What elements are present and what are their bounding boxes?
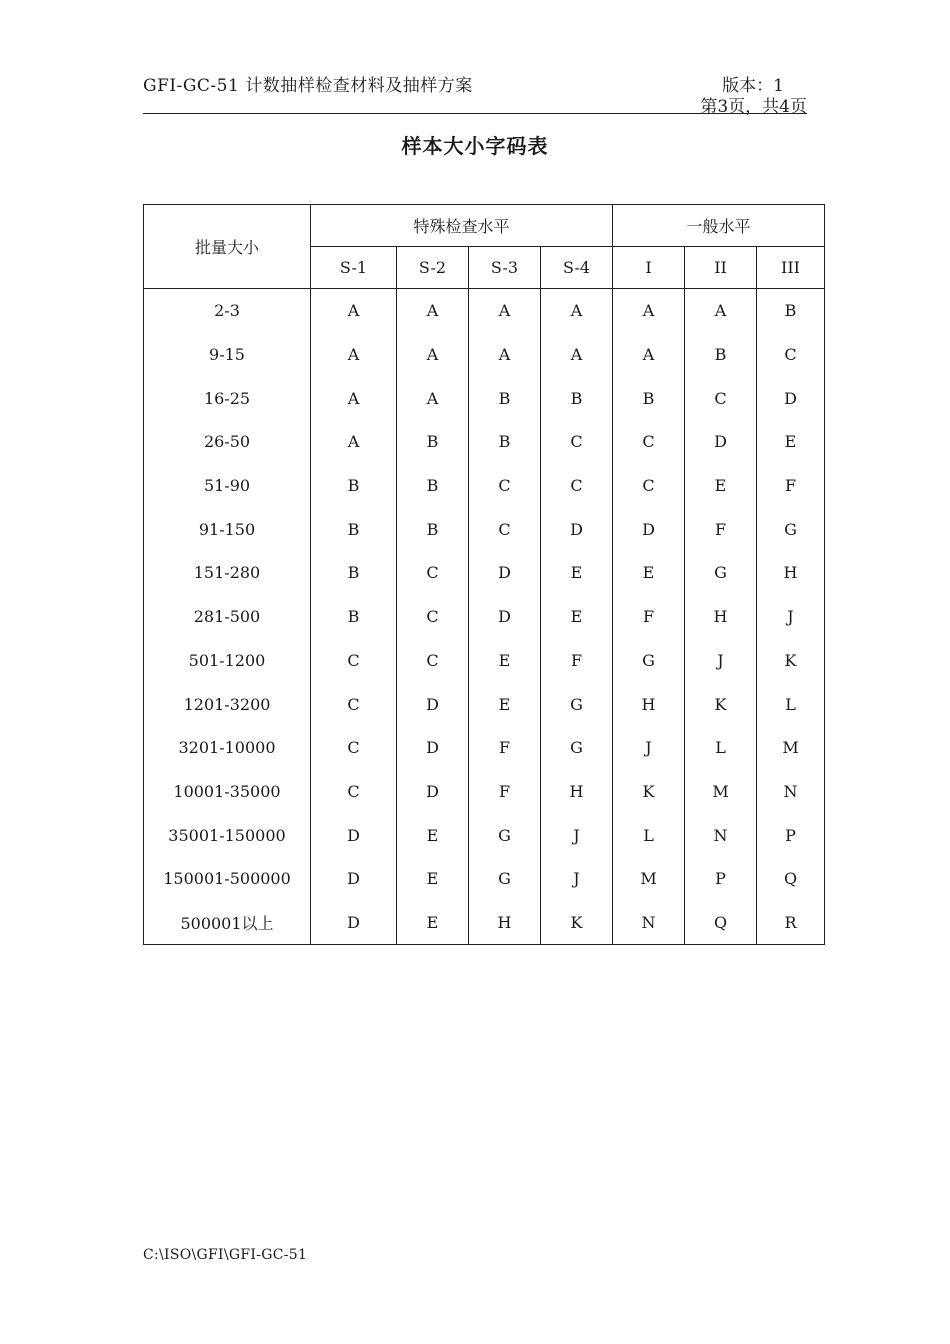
lot-size-cell: 2-3 [144,289,311,333]
code-letter-cell: J [541,857,613,901]
lot-size-cell: 501-1200 [144,639,311,683]
code-letter-cell: B [311,595,397,639]
lot-size-cell: 150001-500000 [144,857,311,901]
code-letter-cell: E [685,464,757,508]
code-letter-cell: P [685,857,757,901]
table-row [144,289,825,333]
table-row [144,639,825,683]
code-letter-cell: P [757,813,825,857]
code-letter-cell: C [613,420,685,464]
table-row [144,333,825,377]
code-letter-cell: G [685,551,757,595]
code-letter-cell: E [469,639,541,683]
code-letter-cell: G [613,639,685,683]
code-letter-cell: E [757,420,825,464]
code-letter-cell: B [469,376,541,420]
table-row [144,420,825,464]
lot-size-cell: 10001-35000 [144,770,311,814]
code-letter-cell: L [757,682,825,726]
code-letter-cell: A [469,333,541,377]
table-row [144,551,825,595]
col-header-general-3: III [757,247,825,289]
code-letter-cell: B [613,376,685,420]
lot-size-cell: 16-25 [144,376,311,420]
code-letter-cell: J [613,726,685,770]
code-letter-cell: H [541,770,613,814]
code-letter-cell: Q [757,857,825,901]
table-row [144,682,825,726]
code-letter-cell: K [541,901,613,945]
code-letter-cell: A [469,289,541,333]
lot-size-cell: 281-500 [144,595,311,639]
code-letter-cell: A [541,333,613,377]
code-letter-cell: E [397,857,469,901]
lot-size-cell: 91-150 [144,507,311,551]
code-letter-cell: N [613,901,685,945]
version-label: 版本：1 [722,76,784,96]
code-letter-cell: N [757,770,825,814]
code-letter-cell: D [397,726,469,770]
code-letter-cell: A [613,333,685,377]
page-info: 第3页，共4页 [700,97,807,117]
code-letter-cell: F [613,595,685,639]
code-letter-cell: D [613,507,685,551]
code-letter-cell: B [685,333,757,377]
code-letter-cell: E [541,595,613,639]
code-letter-cell: B [469,420,541,464]
code-letter-cell: H [757,551,825,595]
code-letter-cell: J [541,813,613,857]
col-header-s2: S-2 [397,247,469,289]
code-letter-cell: E [397,901,469,945]
code-letter-cell: C [757,333,825,377]
code-letter-cell: F [757,464,825,508]
table-row [144,595,825,639]
code-letter-cell: G [757,507,825,551]
code-letter-cell: A [397,376,469,420]
code-letter-cell: G [469,813,541,857]
document-id-title: GFI-GC-51 计数抽样检查材料及抽样方案 [143,76,473,96]
col-header-general-2: II [685,247,757,289]
table-row [144,507,825,551]
general-level-header: 一般水平 [613,205,825,247]
col-header-s4: S-4 [541,247,613,289]
table-row [144,901,825,945]
code-letter-cell: E [397,813,469,857]
code-letter-cell: F [541,639,613,683]
code-letter-cell: A [311,289,397,333]
code-letter-cell: M [613,857,685,901]
code-letter-cell: G [469,857,541,901]
code-letter-cell: H [613,682,685,726]
code-letter-cell: N [685,813,757,857]
code-letter-cell: C [397,551,469,595]
code-letter-cell: C [613,464,685,508]
code-letter-cell: B [541,376,613,420]
code-letter-cell: K [757,639,825,683]
code-letter-cell: C [397,639,469,683]
code-letter-cell: D [469,595,541,639]
page-title: 样本大小字码表 [401,134,549,158]
lot-size-cell: 26-50 [144,420,311,464]
code-letter-cell: A [541,289,613,333]
code-letter-cell: A [311,420,397,464]
code-letter-cell: B [757,289,825,333]
code-letter-cell: C [541,420,613,464]
code-letter-cell: F [469,770,541,814]
lot-size-cell: 1201-3200 [144,682,311,726]
code-letter-cell: C [311,639,397,683]
code-letter-cell: G [541,682,613,726]
code-letter-cell: C [685,376,757,420]
code-letter-cell: J [757,595,825,639]
code-letter-cell: D [397,682,469,726]
code-letter-cell: F [685,507,757,551]
code-letter-cell: B [311,551,397,595]
code-letter-cell: D [541,507,613,551]
code-letter-cell: D [311,813,397,857]
lot-size-cell: 500001以上 [144,901,311,945]
table-row [144,813,825,857]
code-letter-cell: F [469,726,541,770]
table-row [144,376,825,420]
code-letter-cell: K [613,770,685,814]
file-path: C:\ISO\GFI\GFI-GC-51 [143,1247,308,1263]
lot-size-header: 批量大小 [144,205,311,289]
code-letter-cell: G [541,726,613,770]
code-letter-cell: J [685,639,757,683]
code-letter-cell: E [469,682,541,726]
lot-size-cell: 151-280 [144,551,311,595]
code-letter-cell: E [613,551,685,595]
lot-size-cell: 51-90 [144,464,311,508]
code-letter-cell: C [311,726,397,770]
col-header-s3: S-3 [469,247,541,289]
code-letter-cell: R [757,901,825,945]
lot-size-cell: 35001-150000 [144,813,311,857]
code-letter-cell: B [397,420,469,464]
col-header-general-1: I [613,247,685,289]
code-letter-cell: K [685,682,757,726]
table-row [144,726,825,770]
code-letter-cell: D [757,376,825,420]
lot-size-cell: 3201-10000 [144,726,311,770]
col-header-s1: S-1 [311,247,397,289]
code-letter-cell: A [685,289,757,333]
code-letter-cell: A [397,289,469,333]
code-letter-cell: D [397,770,469,814]
header-divider [143,113,807,114]
sample-size-code-table [143,204,825,945]
code-letter-cell: C [311,770,397,814]
table-row [144,464,825,508]
code-letter-cell: C [311,682,397,726]
code-letter-cell: M [757,726,825,770]
code-letter-cell: B [311,507,397,551]
code-letter-cell: B [397,507,469,551]
code-letter-cell: D [469,551,541,595]
code-letter-cell: H [685,595,757,639]
table-row [144,857,825,901]
special-inspection-header: 特殊检查水平 [311,205,613,247]
code-letter-cell: H [469,901,541,945]
code-letter-cell: L [685,726,757,770]
code-letter-cell: B [311,464,397,508]
table-row [144,770,825,814]
code-letter-cell: L [613,813,685,857]
code-letter-cell: A [613,289,685,333]
code-letter-cell: B [397,464,469,508]
code-letter-cell: D [311,857,397,901]
code-letter-cell: E [541,551,613,595]
code-letter-cell: A [397,333,469,377]
code-letter-cell: M [685,770,757,814]
code-letter-cell: C [397,595,469,639]
code-letter-cell: D [311,901,397,945]
code-letter-cell: C [469,507,541,551]
code-letter-cell: C [541,464,613,508]
code-letter-cell: C [469,464,541,508]
code-letter-cell: Q [685,901,757,945]
code-letter-cell: A [311,333,397,377]
code-letter-cell: D [685,420,757,464]
code-letter-cell: A [311,376,397,420]
lot-size-cell: 9-15 [144,333,311,377]
